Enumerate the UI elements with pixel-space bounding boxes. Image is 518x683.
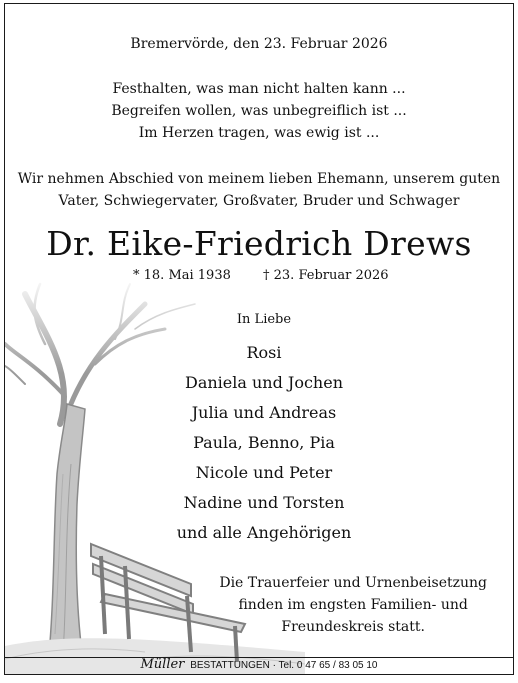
mourner-name: Nadine und Torsten [183,493,345,512]
obituary-notice [4,3,514,675]
farewell-line: Wir nehmen Abschied von meinem lieben Ehemann, unserem guten [17,171,501,187]
poem-line: Begreifen wollen, was unbegreiflich ist ... [111,103,407,119]
service-note [219,572,487,638]
poem-line: Im Herzen tragen, was ewig ist ... [138,125,380,141]
funeral-home-logo: Müller [140,657,185,672]
poem-line: Festhalten, was man nicht halten kann ... [112,81,406,97]
service-line: Freundeskreis statt. [281,619,425,635]
service-line: finden im engsten Familien- und [238,597,468,613]
funeral-home-contact: BESTATTUNGEN · Tel. 0 47 65 / 83 05 10 [190,660,378,671]
mourner-name: Rosi [246,343,282,362]
mourner-name: Julia und Andreas [191,403,337,422]
in-love-label: In Liebe [236,312,292,327]
farewell-statement [5,168,513,212]
mourner-name: und alle Angehörigen [176,523,352,542]
deceased-name: Dr. Eike-Friedrich Drews [46,224,472,263]
poem [5,78,513,144]
birth-date: * 18. Mai 1938 [133,268,231,283]
funeral-home-footer [5,657,513,672]
mourners-list [5,338,514,548]
mourner-name: Daniela und Jochen [184,373,344,392]
place-and-date: Bremervörde, den 23. Februar 2026 [130,36,388,52]
farewell-line: Vater, Schwiegervater, Großvater, Bruder und Schwager [58,193,460,209]
mourner-name: Paula, Benno, Pia [193,433,335,452]
service-line: Die Trauerfeier und Urnenbeisetzung [219,575,487,591]
death-date: † 23. Februar 2026 [263,268,389,283]
mourner-name: Nicole und Peter [195,463,333,482]
